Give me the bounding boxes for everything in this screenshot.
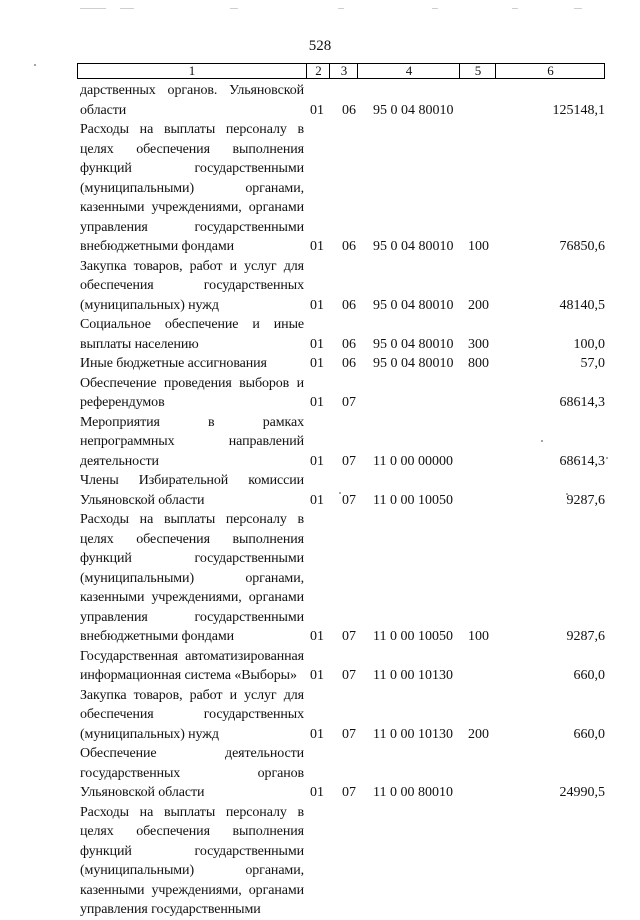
row-amount: 660,0 xyxy=(573,668,605,683)
table-row xyxy=(80,257,605,316)
row-amount: 660,0 xyxy=(573,726,605,742)
row-amount: 24990,5 xyxy=(559,785,605,800)
row-name: Иные бюджетные ассигнования xyxy=(80,356,267,371)
row-target-code: 11 0 00 10050 xyxy=(373,492,453,508)
table-row xyxy=(80,744,605,803)
table-row xyxy=(80,471,605,510)
row-subsection: 07 xyxy=(342,453,356,469)
row-amount: 68614,3 xyxy=(559,453,605,469)
row-name: Расходы на выплаты персоналу в целях обеспечения выполнения функций государственными (муниципальными) органами, казенными учреждениями, органами управления государственными внебюджетными фондами xyxy=(80,122,304,254)
page-number: 528 xyxy=(308,38,332,54)
row-section: 01 xyxy=(310,336,324,352)
scan-artifacts xyxy=(80,8,580,11)
table-row xyxy=(80,81,605,120)
row-expense-type: 100 xyxy=(468,629,489,644)
row-subsection: 07 xyxy=(342,629,356,644)
row-target-code: 95 0 04 80010 xyxy=(373,356,454,371)
row-amount: 125148,1 xyxy=(552,102,605,118)
row-expense-type: 200 xyxy=(468,297,489,313)
row-section: 01 xyxy=(310,239,324,254)
row-name: Расходы на выплаты персоналу в целях обеспечения выполнения функций государственными (муниципальными) органами, казенными учреждениями, органами управления государственными xyxy=(80,804,304,917)
row-subsection: 06 xyxy=(342,356,356,371)
row-name: Обеспечение деятельности государственных органов Ульяновской области xyxy=(80,746,304,800)
row-subsection: 07 xyxy=(342,726,356,742)
scan-speck xyxy=(34,64,36,66)
row-section: 01 xyxy=(310,102,324,118)
row-expense-type: 800 xyxy=(468,356,489,371)
row-name: Закупка товаров, работ и услуг для обеспечения государственных (муниципальных) нужд xyxy=(80,258,304,313)
row-section: 01 xyxy=(310,395,324,410)
row-expense-type: 300 xyxy=(468,336,489,352)
row-subsection: 06 xyxy=(342,102,356,118)
row-amount: 100,0 xyxy=(573,336,605,352)
header-col-4: 4 xyxy=(357,64,460,78)
row-subsection: 07 xyxy=(342,492,356,508)
row-section: 01 xyxy=(310,492,324,508)
scan-speck xyxy=(606,457,608,459)
row-target-code: 11 0 00 10050 xyxy=(373,629,453,644)
row-target-code: 95 0 04 80010 xyxy=(373,297,454,313)
row-expense-type: 100 xyxy=(468,239,489,254)
row-section: 01 xyxy=(310,453,324,469)
row-name: Члены Избирательной комиссии Ульяновской области xyxy=(80,473,304,508)
row-name: Мероприятия в рамках непрограммных направлений деятельности xyxy=(80,414,304,469)
header-col-2: 2 xyxy=(306,64,330,78)
table-row xyxy=(80,315,605,354)
row-subsection: 06 xyxy=(342,297,356,313)
row-subsection: 07 xyxy=(342,395,356,410)
row-target-code: 11 0 00 00000 xyxy=(373,453,453,469)
header-col-6: 6 xyxy=(495,64,605,78)
table-row xyxy=(80,803,605,920)
row-amount: 9287,6 xyxy=(566,492,605,508)
row-amount: 76850,6 xyxy=(559,239,605,254)
row-subsection: 07 xyxy=(342,785,356,800)
table-row xyxy=(80,120,605,257)
row-name: Государственная автоматизированная информационная система «Выборы» xyxy=(80,648,304,683)
header-col-3: 3 xyxy=(329,64,358,78)
row-name: Социальное обеспечение и иные выплаты населению xyxy=(80,317,304,352)
row-amount: 9287,6 xyxy=(566,629,605,644)
row-name: Расходы на выплаты персоналу в целях обеспечения выполнения функций государственными (муниципальными) органами, казенными учреждениями, органами управления государственными внебюджетными фондами xyxy=(80,512,304,644)
row-target-code: 11 0 00 10130 xyxy=(373,668,453,683)
row-section: 01 xyxy=(310,726,324,742)
row-target-code: 95 0 04 80010 xyxy=(373,336,454,352)
row-section: 01 xyxy=(310,356,324,371)
row-subsection: 06 xyxy=(342,239,356,254)
row-amount: 48140,5 xyxy=(559,297,605,313)
row-name: Обеспечение проведения выборов и референдумов xyxy=(80,375,304,410)
row-section: 01 xyxy=(310,629,324,644)
table-row xyxy=(80,686,605,745)
header-col-5: 5 xyxy=(459,64,496,78)
row-name: дарственных органов. Ульяновской области xyxy=(80,83,304,118)
table-row xyxy=(80,510,605,647)
table-row xyxy=(80,413,605,472)
row-target-code: 11 0 00 80010 xyxy=(373,785,453,800)
row-name: Закупка товаров, работ и услуг для обеспечения государственных (муниципальных) нужд xyxy=(80,687,304,742)
table-row xyxy=(80,647,605,686)
row-expense-type: 200 xyxy=(468,726,489,742)
table-body xyxy=(80,81,605,920)
row-subsection: 07 xyxy=(342,668,356,683)
row-subsection: 06 xyxy=(342,336,356,352)
row-amount: 68614,3 xyxy=(559,395,605,410)
row-amount: 57,0 xyxy=(580,356,605,371)
row-section: 01 xyxy=(310,785,324,800)
table-row xyxy=(80,354,605,374)
row-section: 01 xyxy=(310,297,324,313)
row-target-code: 95 0 04 80010 xyxy=(373,102,454,118)
row-section: 01 xyxy=(310,668,324,683)
table-header-row xyxy=(77,63,605,79)
row-target-code: 11 0 00 10130 xyxy=(373,726,453,742)
table-row xyxy=(80,374,605,413)
row-target-code: 95 0 04 80010 xyxy=(373,239,454,254)
header-col-1: 1 xyxy=(188,63,196,78)
